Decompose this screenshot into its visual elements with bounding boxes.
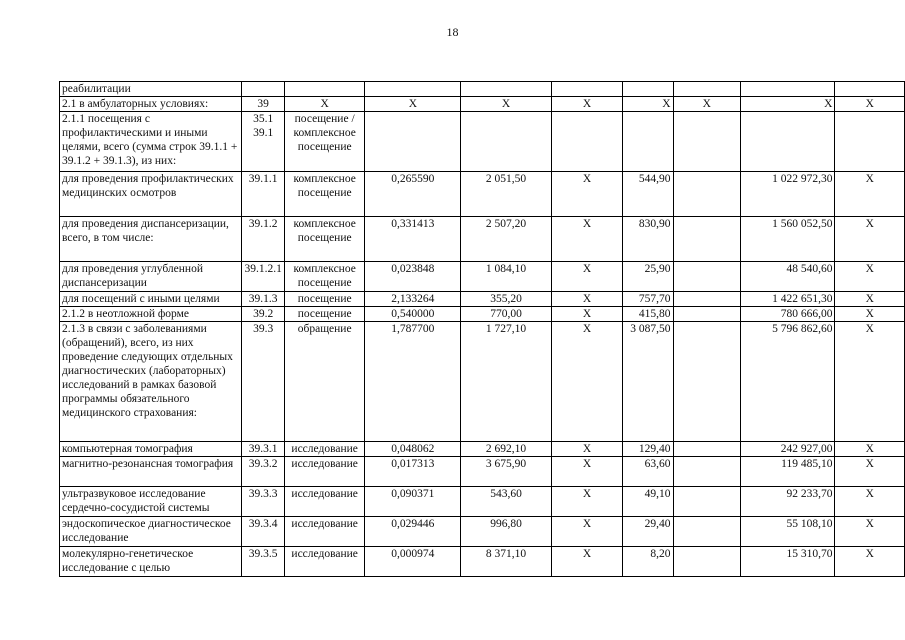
row-x-cell [551,112,622,172]
row-total-cell [741,82,835,97]
row-empty-cell [673,487,741,517]
table-row [60,442,905,457]
row-name-cell: реабилитации [60,82,242,97]
row-total-cell: 92 233,70 [741,487,835,517]
row-code-cell: 39.1.1 [242,172,284,217]
row-empty-cell [673,517,741,547]
row-total-cell: 1 422 651,30 [741,292,835,307]
table-row [60,547,905,577]
row-empty-cell: X [673,97,741,112]
page-number: 18 [446,25,459,39]
row-total-cell: 119 485,10 [741,457,835,487]
row-unit-cell: исследование [284,442,365,457]
row-empty-cell [673,547,741,577]
row-name-cell: компьютерная томография [60,442,242,457]
row-unit-cell: исследование [284,517,365,547]
row-cost-cell [461,82,552,97]
financing-table [59,81,905,577]
row-name-cell: 2.1.1 посещения с профилактическими и иными целями, всего (сумма строк 39.1.1 + 39.1.2 + 39.1.3), из них: [60,112,242,172]
row-cost-cell: 1 084,10 [461,262,552,292]
row-name-cell: для посещений с иными целями [60,292,242,307]
row-x-cell: X [551,517,622,547]
row-total-cell: 48 540,60 [741,262,835,292]
row-norm-cell: 0,540000 [365,307,461,322]
row-total-cell: 55 108,10 [741,517,835,547]
row-empty-cell [673,217,741,262]
row-code-cell: 39 [242,97,284,112]
row-per-capita-cell: 830,90 [623,217,673,262]
row-norm-cell: X [365,97,461,112]
row-per-capita-cell: 49,10 [623,487,673,517]
row-empty-cell [673,262,741,292]
row-cost-cell [461,112,552,172]
row-unit-cell [284,82,365,97]
row-name-cell: 2.1.2 в неотложной форме [60,307,242,322]
table-row [60,322,905,442]
row-empty-cell [673,112,741,172]
row-x-cell: X [551,487,622,517]
table-row [60,487,905,517]
row-unit-cell: посещение / комплексное посещение [284,112,365,172]
row-code-cell: 35.1 39.1 [242,112,284,172]
row-unit-cell: исследование [284,547,365,577]
row-x-cell: X [835,217,905,262]
row-code-cell: 39.3.3 [242,487,284,517]
table-row [60,82,905,97]
table-row [60,517,905,547]
row-cost-cell: 355,20 [461,292,552,307]
row-name-cell: для проведения углубленной диспансеризации [60,262,242,292]
row-name-cell: магнитно-резонансная томография [60,457,242,487]
row-empty-cell [673,307,741,322]
row-per-capita-cell: 25,90 [623,262,673,292]
row-code-cell: 39.1.3 [242,292,284,307]
row-cost-cell: 8 371,10 [461,547,552,577]
row-name-cell: эндоскопическое диагностическое исследование [60,517,242,547]
row-x-cell: X [835,307,905,322]
row-x-cell: X [835,442,905,457]
row-x-cell [835,82,905,97]
row-code-cell: 39.3 [242,322,284,442]
row-code-cell: 39.1.2 [242,217,284,262]
row-empty-cell [673,457,741,487]
row-cost-cell: 2 692,10 [461,442,552,457]
row-code-cell: 39.3.2 [242,457,284,487]
row-norm-cell: 0,029446 [365,517,461,547]
table-row [60,217,905,262]
row-empty-cell [673,292,741,307]
table-row [60,262,905,292]
row-name-cell: молекулярно-генетическое исследование с целью [60,547,242,577]
row-x-cell: X [551,172,622,217]
row-norm-cell [365,112,461,172]
table-row [60,292,905,307]
row-norm-cell: 0,048062 [365,442,461,457]
row-code-cell: 39.2 [242,307,284,322]
row-x-cell: X [835,457,905,487]
row-empty-cell [673,82,741,97]
row-cost-cell: 2 507,20 [461,217,552,262]
row-per-capita-cell: 63,60 [623,457,673,487]
row-name-cell: 2.1.3 в связи с заболеваниями (обращений), всего, из них проведение следующих отдельных диагностических (лабораторных) исследований в рамках базовой программы обязательного медицинского страхования: [60,322,242,442]
row-per-capita-cell: 29,40 [623,517,673,547]
table-row [60,97,905,112]
table-row [60,172,905,217]
row-x-cell: X [551,292,622,307]
row-unit-cell: исследование [284,457,365,487]
row-norm-cell: 0,000974 [365,547,461,577]
row-total-cell: 5 796 862,60 [741,322,835,442]
row-cost-cell: 770,00 [461,307,552,322]
row-cost-cell: 543,60 [461,487,552,517]
row-code-cell [242,82,284,97]
row-unit-cell: X [284,97,365,112]
row-norm-cell: 0,090371 [365,487,461,517]
row-x-cell: X [835,172,905,217]
table-row [60,112,905,172]
row-total-cell: 1 560 052,50 [741,217,835,262]
row-unit-cell: посещение [284,292,365,307]
row-norm-cell: 1,787700 [365,322,461,442]
table-row [60,457,905,487]
row-empty-cell [673,172,741,217]
row-total-cell: 242 927,00 [741,442,835,457]
row-total-cell: 1 022 972,30 [741,172,835,217]
row-per-capita-cell: 8,20 [623,547,673,577]
row-total-cell: 780 666,00 [741,307,835,322]
row-x-cell: X [551,322,622,442]
row-per-capita-cell: 129,40 [623,442,673,457]
table-row [60,307,905,322]
row-unit-cell: комплексное посещение [284,262,365,292]
row-norm-cell: 0,265590 [365,172,461,217]
row-total-cell [741,112,835,172]
row-x-cell: X [835,292,905,307]
row-x-cell: X [551,307,622,322]
row-cost-cell: X [461,97,552,112]
row-total-cell: 15 310,70 [741,547,835,577]
row-unit-cell: комплексное посещение [284,172,365,217]
row-x-cell: X [551,217,622,262]
row-x-cell: X [551,442,622,457]
row-x-cell: X [835,487,905,517]
row-x-cell: X [551,457,622,487]
row-code-cell: 39.3.1 [242,442,284,457]
row-cost-cell: 3 675,90 [461,457,552,487]
row-per-capita-cell [623,112,673,172]
row-x-cell: X [835,262,905,292]
row-code-cell: 39.3.4 [242,517,284,547]
row-code-cell: 39.3.5 [242,547,284,577]
row-name-cell: для проведения профилактических медицинских осмотров [60,172,242,217]
row-cost-cell: 1 727,10 [461,322,552,442]
row-per-capita-cell: X [623,97,673,112]
row-name-cell: 2.1 в амбулаторных условиях: [60,97,242,112]
row-per-capita-cell: 544,90 [623,172,673,217]
row-x-cell: X [551,97,622,112]
row-x-cell: X [551,262,622,292]
row-code-cell: 39.1.2.1 [242,262,284,292]
row-x-cell: X [835,547,905,577]
row-norm-cell: 0,023848 [365,262,461,292]
row-x-cell: X [835,97,905,112]
row-name-cell: ультразвуковое исследование сердечно-сосудистой системы [60,487,242,517]
row-name-cell: для проведения диспансеризации, всего, в том числе: [60,217,242,262]
row-cost-cell: 996,80 [461,517,552,547]
row-x-cell [551,82,622,97]
row-unit-cell: обращение [284,322,365,442]
row-unit-cell: посещение [284,307,365,322]
row-cost-cell: 2 051,50 [461,172,552,217]
row-norm-cell: 0,017313 [365,457,461,487]
row-x-cell: X [835,322,905,442]
row-per-capita-cell [623,82,673,97]
row-total-cell: X [741,97,835,112]
row-x-cell: X [551,547,622,577]
row-empty-cell [673,322,741,442]
row-per-capita-cell: 415,80 [623,307,673,322]
row-x-cell [835,112,905,172]
row-empty-cell [673,442,741,457]
row-unit-cell: комплексное посещение [284,217,365,262]
row-norm-cell [365,82,461,97]
row-norm-cell: 0,331413 [365,217,461,262]
row-per-capita-cell: 757,70 [623,292,673,307]
row-x-cell: X [835,517,905,547]
row-per-capita-cell: 3 087,50 [623,322,673,442]
row-unit-cell: исследование [284,487,365,517]
row-norm-cell: 2,133264 [365,292,461,307]
